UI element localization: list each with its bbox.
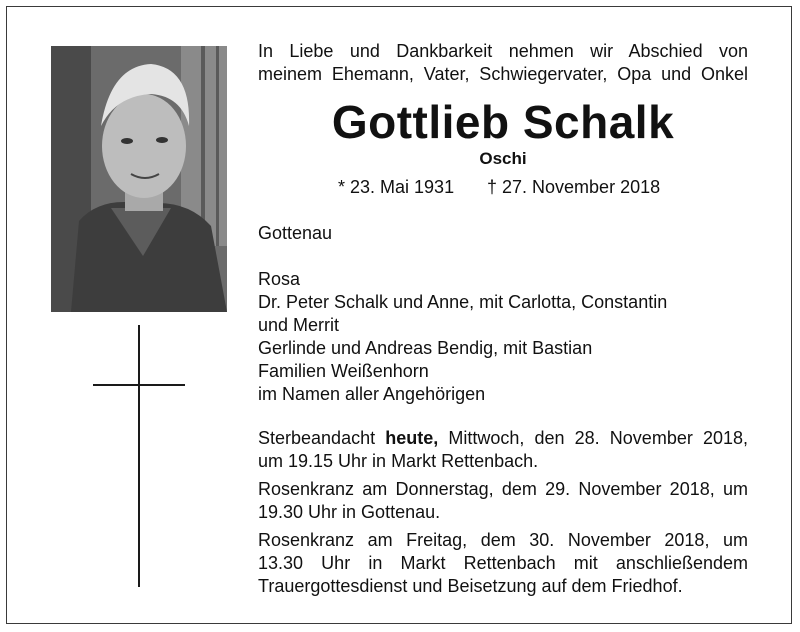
service-line: Sterbeandacht heute, Mittwoch, den 28. November 2018, bbox=[258, 428, 748, 448]
mourner-line: Rosa bbox=[258, 269, 301, 289]
intro-line: meinem Ehemann, Vater, Schwiegervater, Opa und Onkel bbox=[258, 64, 748, 84]
service-line: um 19.15 Uhr in Markt Rettenbach. bbox=[258, 451, 539, 471]
service-line: Trauergottesdienst und Beisetzung auf dem Friedhof. bbox=[258, 576, 683, 596]
intro-text bbox=[258, 40, 748, 86]
service-line: Rosenkranz am Freitag, dem 30. November 2018, um bbox=[258, 530, 748, 550]
cross-horizontal-bar bbox=[93, 384, 185, 386]
intro-line: In Liebe und Dankbarkeit nehmen wir Abschied von bbox=[258, 41, 748, 61]
cross-vertical-bar bbox=[138, 325, 140, 587]
service-announcements bbox=[258, 427, 748, 603]
service-rosenkranz-freitag bbox=[258, 529, 748, 598]
deceased-nickname: Oschi bbox=[479, 149, 527, 168]
mourner-line: Gerlinde und Andreas Bendig, mit Bastian bbox=[258, 338, 593, 358]
portrait-photo bbox=[51, 46, 227, 312]
death-date: † 27. November 2018 bbox=[487, 177, 661, 197]
service-sterbeandacht bbox=[258, 427, 748, 473]
service-line: 13.30 Uhr in Markt Rettenbach mit anschließendem bbox=[258, 553, 748, 573]
mourner-line: Dr. Peter Schalk und Anne, mit Carlotta, Constantin bbox=[258, 292, 668, 312]
mourner-line: im Namen aller Angehörigen bbox=[258, 384, 486, 404]
mourner-line: Familien Weißenhorn bbox=[258, 361, 429, 381]
deceased-name: Gottlieb Schalk bbox=[331, 96, 675, 148]
mourner-line: und Merrit bbox=[258, 315, 340, 335]
service-line: 19.30 Uhr in Gottenau. bbox=[258, 502, 441, 522]
service-rosenkranz-donnerstag bbox=[258, 478, 748, 524]
place-of-residence: Gottenau bbox=[258, 223, 333, 243]
highlight-today: heute, bbox=[385, 428, 439, 448]
birth-date: * 23. Mai 1931 bbox=[338, 177, 455, 197]
mourners-list bbox=[258, 268, 748, 406]
service-line: Rosenkranz am Donnerstag, dem 29. November 2018, um bbox=[258, 479, 748, 499]
